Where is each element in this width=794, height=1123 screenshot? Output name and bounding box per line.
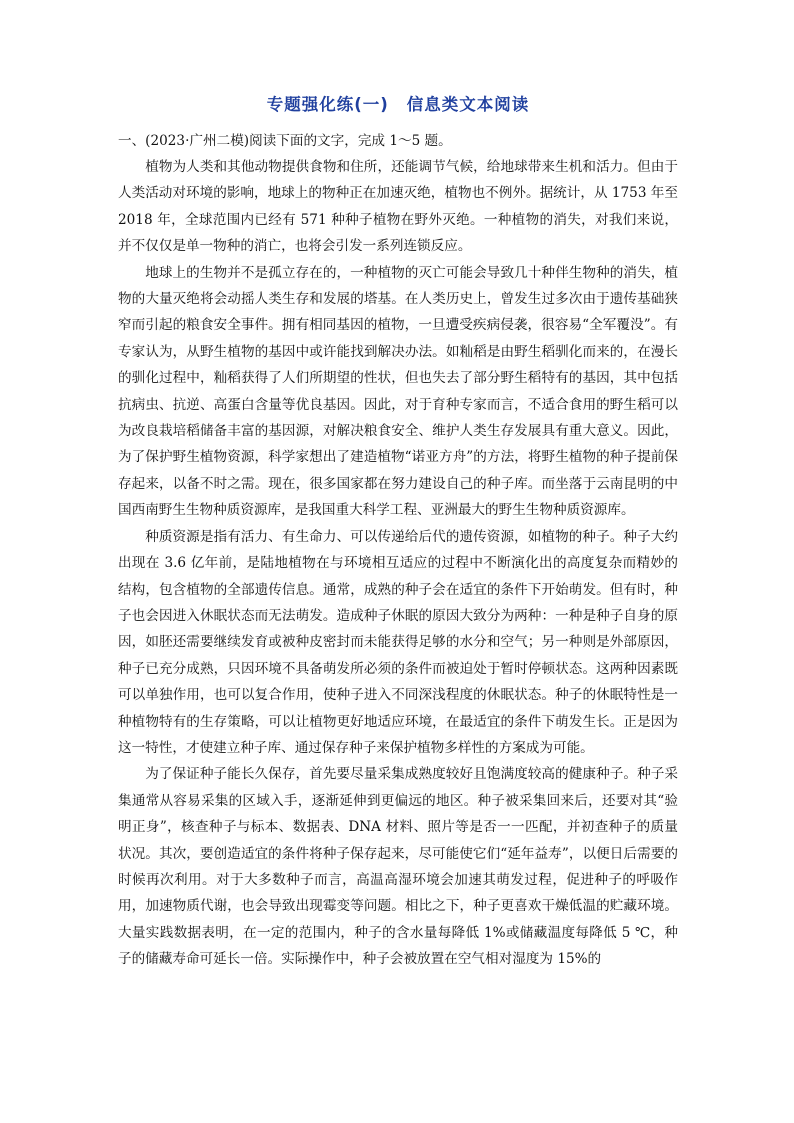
paragraph-3: 种质资源是指有活力、有生命力、可以传递给后代的遗传资源，如植物的种子。种子大约出现在 3.6 亿年前，是陆地植物在与环境相互适应的过程中不断演化出的高度复杂而精妙的结构，包含植物的全部遗传信息。通常，成熟的种子会在适宜的条件下开始萌发。但有时，种子也会因进入休眠状态而无法萌发。造成种子休眠的原因大致分为两种：一种是种子自身的原因，如胚还需要继续发育或被种皮密封而未能获得足够的水分和空气；另一种则是外部原因，种子已充分成熟，只因环境不具备萌发所必须的条件而被迫处于暂时停顿状态。这两种因素既可以单独作用，也可以复合作用，使种子进入不同深浅程度的休眠状态。种子的休眠特性是一种植物特有的生存策略，可以让植物更好地适应环境，在最适宜的条件下萌发生长。正是因为这一特性，才使建立种子库、通过保存种子来保护植物多样性的方案成为可能。 (118, 528, 678, 756)
page-title (118, 94, 678, 116)
title-sub: 信息类文本阅读 (406, 95, 530, 114)
paragraph-1: 植物为人类和其他动物提供食物和住所，还能调节气候，给地球带来生机和活力。但由于人类活动对环境的影响，地球上的物种正在加速灭绝，植物也不例外。据统计，从 1753 年至 2018 年，全球范围内已经有 571 种种子植物在野外灭绝。一种植物的消失，对我们来说，并不仅仅是单一物种的消亡，也将会引发一系列连锁反应。 (118, 159, 678, 255)
question-intro: 一、(2023·广州二模)阅读下面的文字，完成 1～5 题。 (118, 133, 452, 149)
title-main: 专题强化练(一) (266, 95, 389, 114)
paragraph-4: 为了保证种子能长久保存，首先要尽量采集成熟度较好且饱满度较高的健康种子。种子采集通常从容易采集的区域入手，逐渐延伸到更偏远的地区。种子被采集回来后，还要对其“验明正身”，核查种子与标本、数据表、DNA 材料、照片等是否一一匹配，并初查种子的质量状况。其次，要创造适宜的条件将种子保存起来，尽可能使它们“延年益寿”，以便日后需要的时候再次利用。对于大多数种子而言，高温高湿环境会加速其萌发过程，促进种子的呼吸作用，加速物质代谢，也会导致出现霉变等问题。相比之下，种子更喜欢干燥低温的贮藏环境。大量实践数据表明，在一定的范围内，种子的含水量每降低 1%或储藏温度每降低 5 ℃，种子的储藏寿命可延长一倍。实际操作中，种子会被放置在空气相对湿度为 15%的 (118, 766, 678, 968)
paragraph-2: 地球上的生物并不是孤立存在的，一种植物的灭亡可能会导致几十种伴生物种的消失，植物的大量灭绝将会动摇人类生存和发展的塔基。在人类历史上，曾发生过多次由于遗传基础狭窄而引起的粮食安全事件。拥有相同基因的植物，一旦遭受疾病侵袭，很容易“全军覆没”。有专家认为，从野生植物的基因中或许能找到解决办法。如籼稻是由野生稻驯化而来的，在漫长的驯化过程中，籼稻获得了人们所期望的性状，但也失去了部分野生稻特有的基因，其中包括抗病虫、抗逆、高蛋白含量等优良基因。因此，对于育种专家而言，不适合食用的野生稻可以为改良栽培稻储备丰富的基因源，对解决粮食安全、维护人类生存发展具有重大意义。因此，为了保护野生植物资源，科学家想出了建造植物“诺亚方舟”的方法，将野生植物的种子提前保存起来，以备不时之需。现在，很多国家都在努力建设自己的种子库。而坐落于云南昆明的中国西南野生生物种质资源库，是我国重大科学工程、亚洲最大的野生生物种质资源库。 (118, 264, 678, 519)
document-page (118, 94, 678, 973)
